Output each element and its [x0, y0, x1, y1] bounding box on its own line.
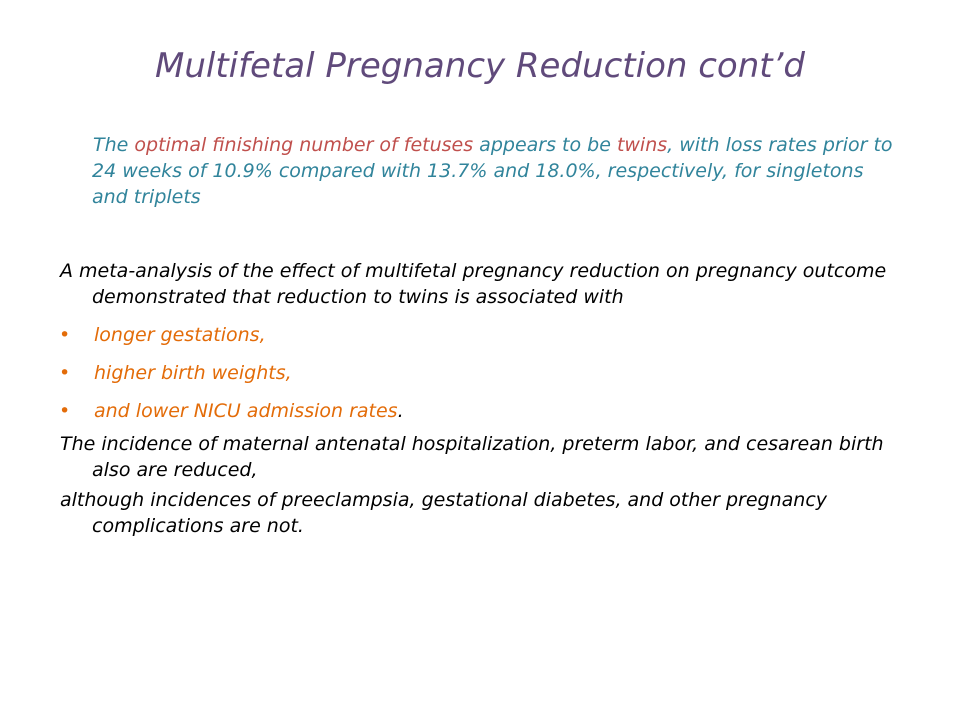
list-item — [60, 398, 910, 424]
meta-analysis-paragraph: A meta-analysis of the effect of multifetal pregnancy reduction on pregnancy outcome demonstrated that reduction to twins is associated with — [60, 260, 887, 308]
intro-paragraph — [60, 132, 900, 210]
slide-body — [60, 258, 910, 539]
bullet-icon: • — [59, 324, 71, 346]
bullet-text: and lower NICU admission rates — [94, 400, 398, 422]
slide-title: Multifetal Pregnancy Reduction cont’d — [154, 46, 806, 86]
complications-paragraph: although incidences of preeclampsia, gestational diabetes, and other pregnancy complications are not. — [60, 489, 828, 537]
bullet-text: higher birth weights, — [94, 362, 292, 384]
intro-text-mid: appears to be — [473, 134, 617, 156]
intro-highlight-fetuses: optimal finishing number of fetuses — [134, 134, 474, 156]
outcome-list — [60, 322, 910, 424]
bullet-icon: • — [59, 400, 71, 422]
bullet-icon: • — [59, 362, 71, 384]
intro-highlight-twins: twins — [616, 134, 668, 156]
list-item — [60, 322, 910, 348]
list-item — [60, 360, 910, 386]
intro-text-end: , with loss rates prior to 24 weeks of 10.9% compared with 13.7% and 18.0%, respectively, for singletons and triplets — [92, 134, 893, 208]
intro-text-start: The — [93, 134, 135, 156]
incidence-paragraph: The incidence of maternal antenatal hospitalization, preterm labor, and cesarean birth also are reduced, — [60, 433, 884, 481]
bullet-period: . — [397, 400, 404, 422]
bullet-text: longer gestations, — [94, 324, 266, 346]
